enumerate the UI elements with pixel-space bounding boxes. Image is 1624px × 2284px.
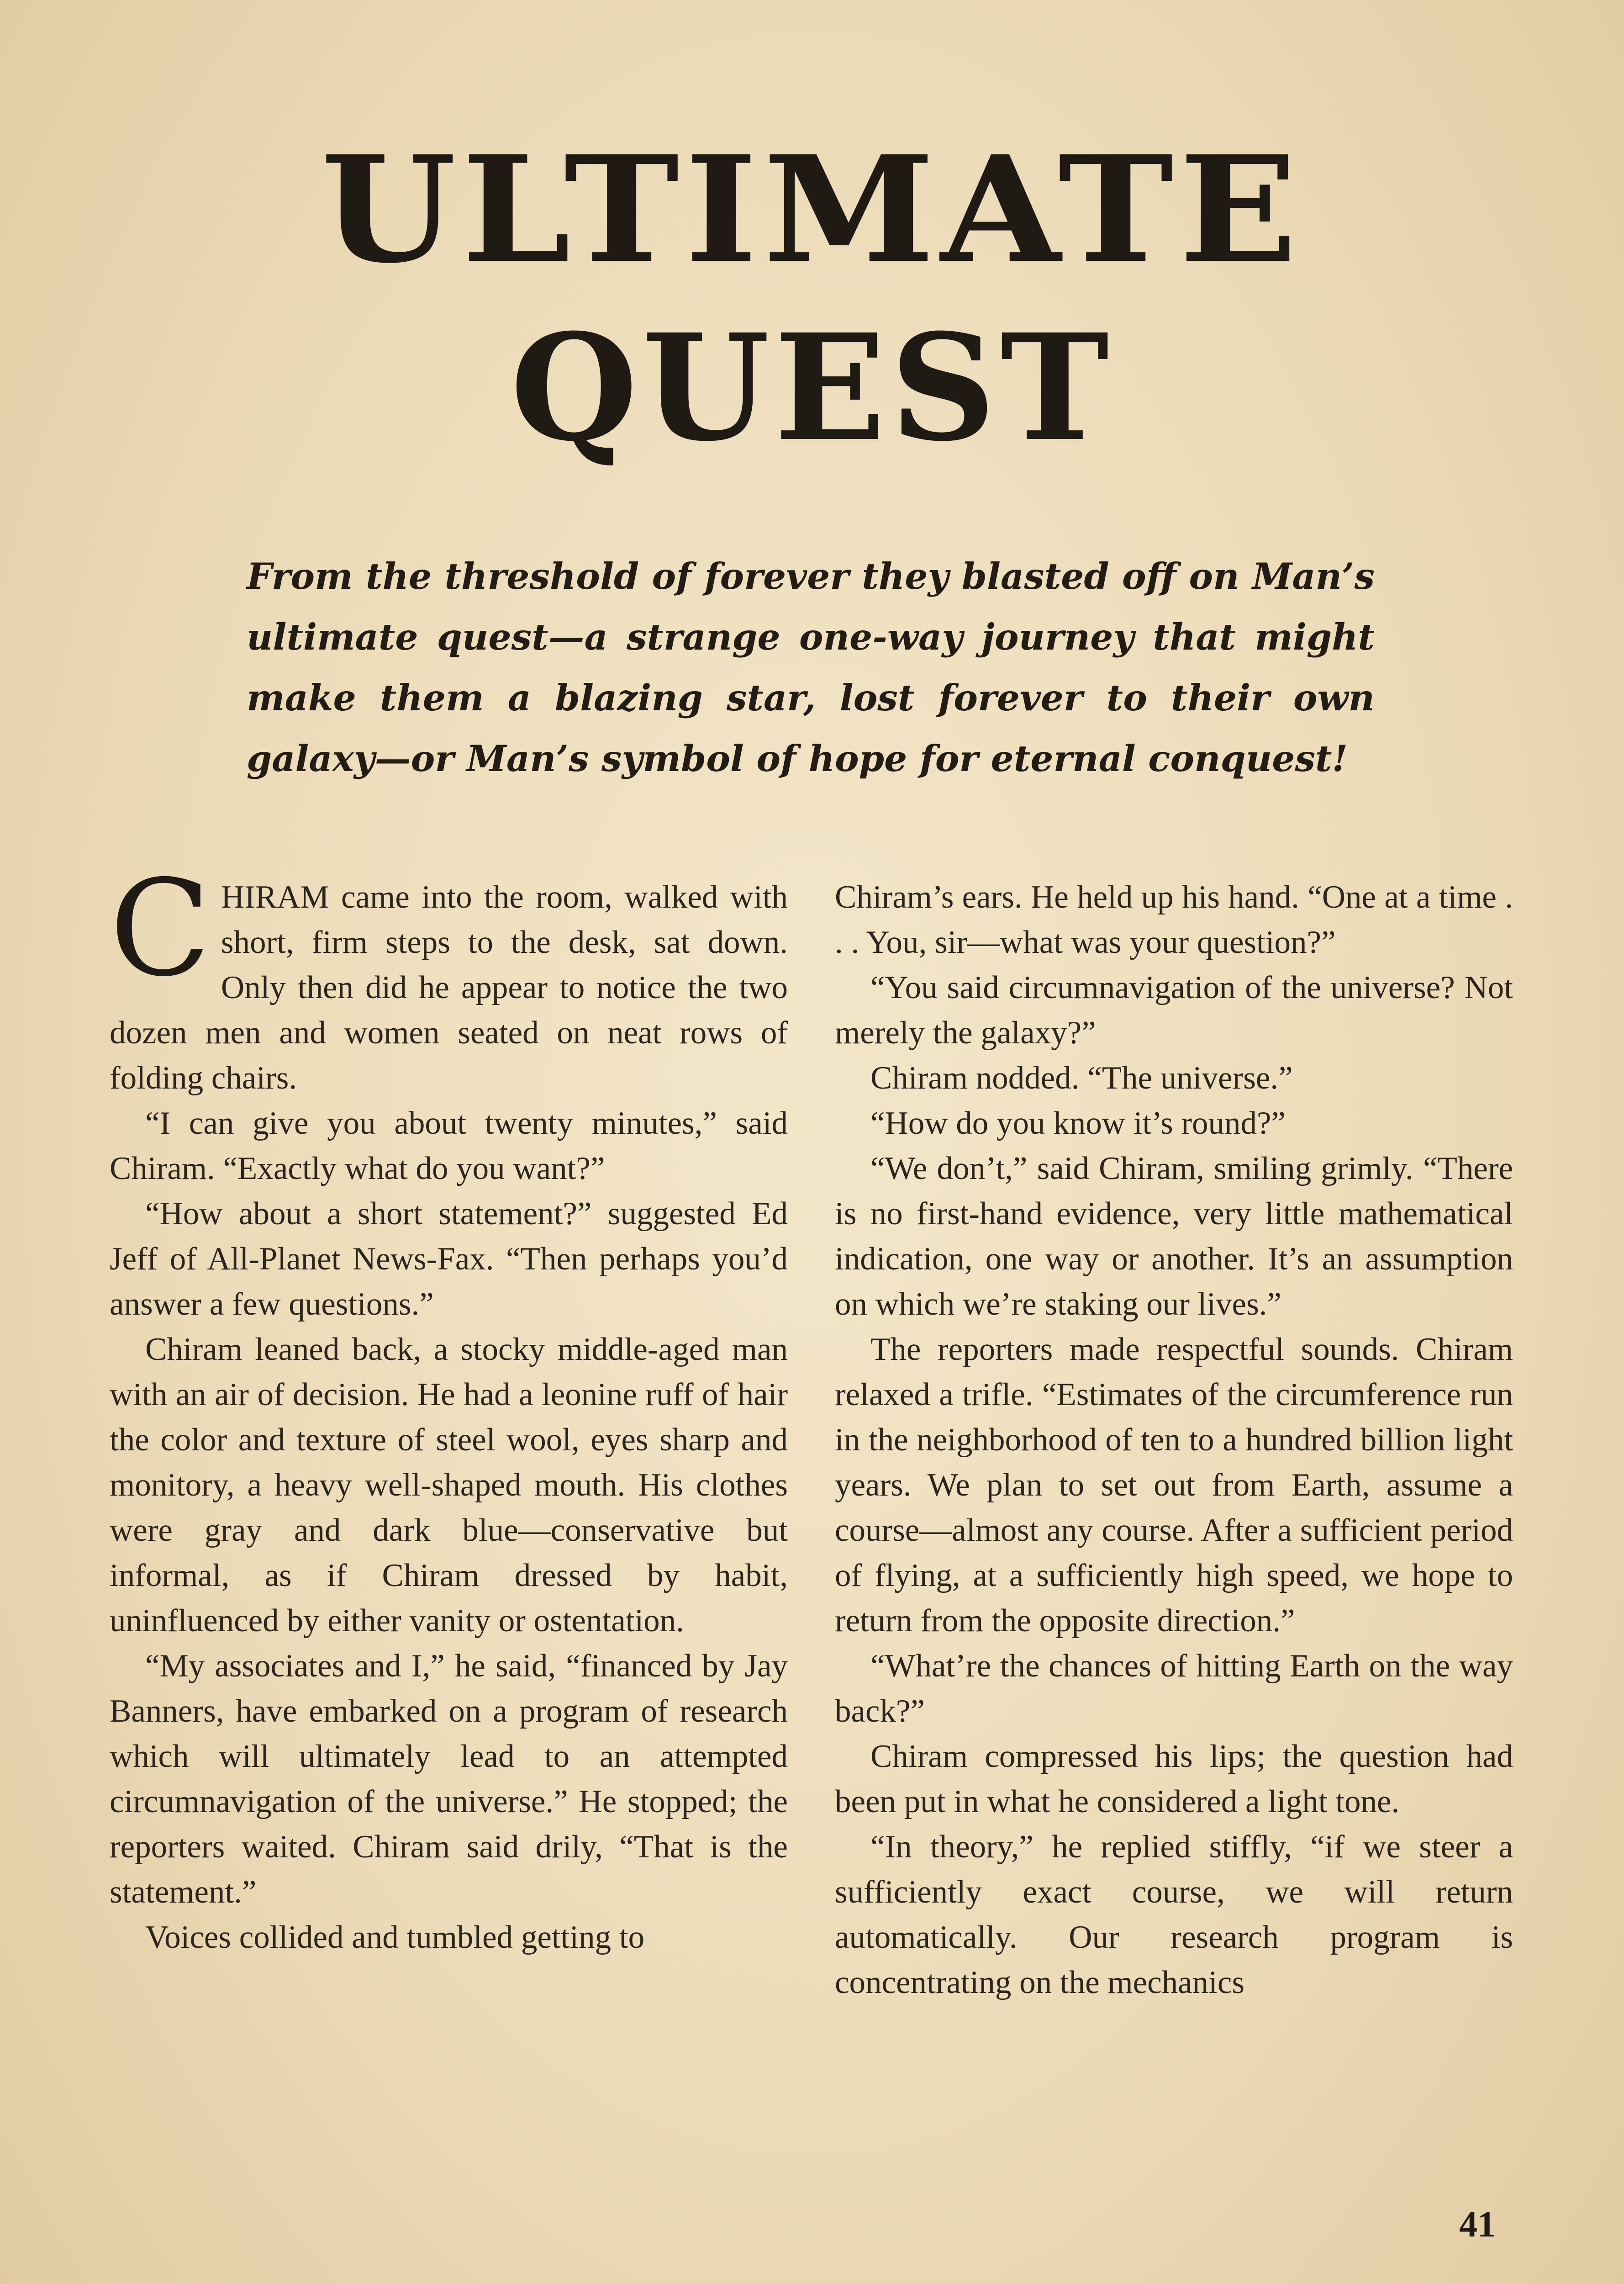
story-title-line-1: ULTIMATE — [321, 124, 1303, 296]
paragraph: Chiram nodded. “The universe.” — [870, 1060, 1293, 1096]
paragraph: “How do you know it’s round?” — [870, 1105, 1286, 1141]
paragraph: “How about a short statement?” suggested Ed Jeff of All-Planet News-Fax. “Then perhaps you’d answer a few questions.” — [110, 1196, 788, 1322]
left-text-column — [110, 852, 788, 1960]
paragraph: “I can give you about twenty minutes,” said Chiram. “Exactly what do you want?” — [110, 1105, 788, 1186]
continued-paragraph: Chiram’s ears. He held up his hand. “One at a time . . . You, sir—what was your question?” — [835, 879, 1513, 960]
paragraph: “My associates and I,” he said, “financed by Jay Banners, have embarked on a program of research which will ultimately lead to an attempted circumnavigation of the universe.” He stopped; the reporters waited. Chiram said drily, “That is the statement.” — [110, 1648, 788, 1910]
opening-paragraph-text: HIRAM came into the room, walked with short, firm steps to the desk, sat down. Only then did he appear to notice the two dozen men and women seated on neat rows of folding chairs. — [110, 879, 788, 1096]
paragraph: “What’re the chances of hitting Earth on the way back?” — [835, 1648, 1513, 1729]
paragraph: Voices collided and tumbled getting to — [145, 1919, 645, 1955]
paragraph: Chiram compressed his lips; the question had been put in what he considered a light tone. — [835, 1739, 1513, 1819]
paragraph: Chiram leaned back, a stocky middle-aged man with an air of decision. He had a leonine ruff of hair the color and texture of steel wool, eyes sharp and monitory, a heavy well-shaped mouth. His clothes were gray and dark blue—conservative but informal, as if Chiram dressed by habit, uninfluenced by either vanity or ostentation. — [110, 1332, 788, 1639]
paragraph: The reporters made respectful sounds. Chiram relaxed a trifle. “Estimates of the circumference run in the neighborhood of ten to a hundred billion light years. We plan to set out from Earth, assume a course—almost any course. After a sufficient period of flying, at a sufficiently high speed, we hope to return from the opposite direction.” — [835, 1332, 1513, 1639]
page-number: 41 — [1459, 2205, 1496, 2245]
right-text-column — [835, 875, 1513, 2005]
paragraph: “We don’t,” said Chiram, smiling grimly. “There is no first-hand evidence, very little mathematical indication, one way or another. It’s an assumption on which we’re staking our lives.” — [835, 1151, 1513, 1322]
opening-paragraph — [110, 852, 788, 1101]
story-title-line-2: QUEST — [510, 302, 1114, 474]
paragraph: “In theory,” he replied stiffly, “if we steer a sufficiently exact course, we will return automatically. Our research program is concentrating on the mechanics — [835, 1829, 1513, 2000]
drop-cap: C — [110, 852, 211, 1006]
paragraph: “You said circumnavigation of the universe? Not merely the galaxy?” — [835, 970, 1513, 1051]
story-blurb: From the threshold of forever they blasted off on Man’s ultimate quest—a strange one-way journey that might make them a blazing star, lost forever to their own galaxy—or Man’s symbol of hope for eternal conquest! — [247, 555, 1375, 780]
